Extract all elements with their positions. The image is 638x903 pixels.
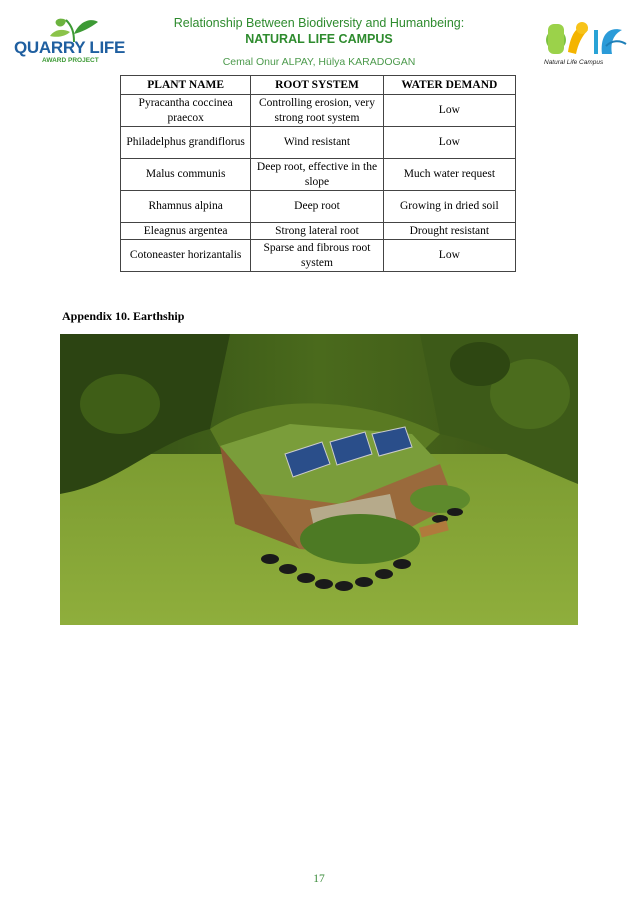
nlc-logo-text: Natural Life Campus [544, 59, 604, 66]
water-demand-cell: Low [383, 240, 515, 272]
water-demand-cell: Much water request [383, 159, 515, 191]
water-demand-cell: Low [383, 95, 515, 127]
table-row [121, 127, 516, 159]
plant-name-cell: Eleagnus argentea [121, 223, 251, 240]
root-system-cell: Sparse and fibrous root system [251, 240, 383, 272]
root-system-cell: Wind resistant [251, 127, 383, 159]
plant-name-cell: Rhamnus alpina [121, 191, 251, 223]
column-header: ROOT SYSTEM [251, 76, 383, 95]
authors: Cemal Onur ALPAY, Hülya KARADOGAN [222, 56, 416, 68]
nlc-emblem-icon [542, 16, 628, 60]
table-row [121, 240, 516, 272]
root-system-cell: Strong lateral root [251, 223, 383, 240]
column-header: WATER DEMAND [383, 76, 515, 95]
root-system-cell: Deep root, effective in the slope [251, 159, 383, 191]
table-row [121, 223, 516, 240]
earthship-render-image [60, 334, 578, 625]
appendix-heading: Appendix 10. Earthship [62, 309, 185, 323]
page-number: 17 [313, 873, 325, 885]
document-title-line1: Relationship Between Biodiversity and Humanbeing: [173, 16, 465, 30]
logo-subtext: AWARD PROJECT [42, 57, 99, 64]
root-system-cell: Controlling erosion, very strong root system [251, 95, 383, 127]
table-row [121, 191, 516, 223]
plant-name-cell: Pyracantha coccinea praecox [121, 95, 251, 127]
table-row [121, 159, 516, 191]
water-demand-cell: Drought resistant [383, 223, 515, 240]
water-demand-cell: Growing in dried soil [383, 191, 515, 223]
document-title-line2: NATURAL LIFE CAMPUS [245, 32, 393, 46]
table-row [121, 95, 516, 127]
water-demand-cell: Low [383, 127, 515, 159]
logo-text: QUARRY LIFE [14, 38, 125, 57]
plant-name-cell: Philadelphus grandiflorus [121, 127, 251, 159]
plant-name-cell: Cotoneaster horizantalis [121, 240, 251, 272]
natural-life-campus-logo [542, 16, 628, 68]
column-header: PLANT NAME [121, 76, 251, 95]
plant-name-cell: Malus communis [121, 159, 251, 191]
plant-table [120, 75, 516, 272]
table-header-row [121, 76, 516, 95]
root-system-cell: Deep root [251, 191, 383, 223]
